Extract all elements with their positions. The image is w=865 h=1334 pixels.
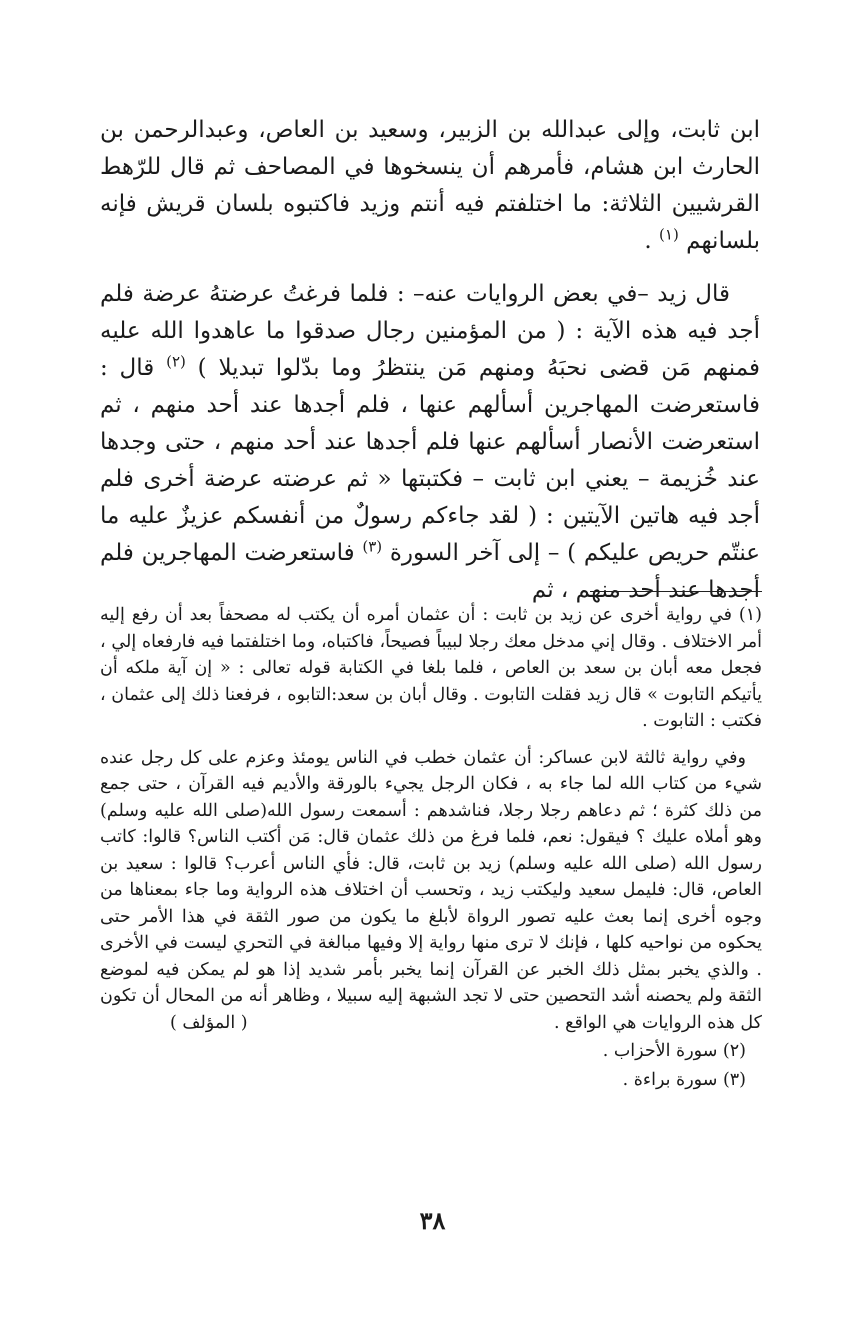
footnote-3: (٣) سورة براءة .	[622, 1069, 746, 1090]
author-signature: ( المؤلف )	[170, 1012, 248, 1033]
footnote-1: (١) في رواية أخرى عن زيد بن ثابت : أن عثمان أمره أن يكتب له مصحفاً بعد أن رفع إليه أمر الاختلاف . وقال إني مدخل معك رجلا لبيباً فصيحاً، فاكتباه، وما اختلفتما فيه فارفعاه إلي ، فجعل معه أبان بن سعد بن العاص ، فلما بلغا في الكتابة قوله تعالى : « إن آية ملكه أن يأتيكم التابوت » قال زيد فقلت التابوت . وقال أبان بن سعد:التابوه ، فرفعنا ذلك إلى عثمان ، فكتب : التابوت .	[100, 605, 762, 731]
paragraph-2-text: قال زيد –في بعض الروايات عنه– : فلما فرغتُ عرضتهُ عرضة فلم أجد فيه هذه الآية : ( من المؤمنين رجال صدقوا ما عاهدوا الله عليه فمنهم مَن قضى نحبَهُ ومنهم مَن ينتظرُ وما بدّلوا تبديلا )	[100, 281, 760, 381]
footnote-ref-3: (٣)	[362, 537, 383, 556]
footnote-1-continued	[100, 745, 762, 1037]
footnote-1-continued-text: وفي رواية ثالثة لابن عساكر: أن عثمان خطب في الناس يومئذ وعزم على كل رجل عنده شيء من كتاب الله لما جاء به ، فكان الرجل يجيء بالورقة والأديم فيه القرآن ، حتى جمع من ذلك كثرة ؛ ثم دعاهم رجلا رجلا، فناشدهم : أسمعت رسول الله(صلى الله عليه وسلم) وهو أملاه عليك ؟ فيقول: نعم، فلما فرغ من ذلك عثمان قال: مَن أكتب الناس؟ قالوا: كاتب رسول الله (صلى الله عليه وسلم) زيد بن ثابت، قال: فأي الناس أعرب؟ قالوا : سعيد بن العاص، قال: فليمل سعيد وليكتب زيد ، وتحسب أن اختلاف هذه الرواية وما جاء بمعناها من وجوه أخرى إنما بعث عليه تصور الرواة لأبلغ ما يكون من صور الثقة في هذا الأمر حتى يحكوه من نواحيه كلها ، فإنك لا ترى منها رواية إلا وفيها مبالغة في التحري ليست في الأخرى . والذي يخبر بمثل ذلك الخبر عن القرآن إنما يخبر بأمر شديد إذا هو لم يمكن فيه لموضع الثقة ولم يحصنه أشد التحصين حتى لا تجد الشبهة إليه سبيلا ، وظاهر أنه من المحال أن تكون كل هذه الروايات هي الواقع .	[100, 747, 762, 1033]
main-text	[100, 112, 760, 609]
paragraph-2	[100, 276, 760, 609]
page-number: ٣٨	[419, 1206, 446, 1235]
footnote-separator	[590, 591, 762, 592]
paragraph-1	[100, 112, 760, 260]
footnote-ref-2: (٢)	[166, 352, 186, 371]
paragraph-2-end: فاستعرضت المهاجرين فلم أجدها عند أحد منهم ، ثم	[100, 540, 760, 603]
paragraph-1-text: ابن ثابت، وإلى عبدالله بن الزبير، وسعيد بن العاص، وعبدالرحمن بن الحارث ابن هشام، فأمرهم أن ينسخوها في المصاحف ثم قال للرّهط القرشيين الثلاثة: ما اختلفتم فيه أنتم وزيد فاكتبوه بلسان قريش فإنه بلسانهم	[100, 117, 760, 254]
footnote-ref-1: (١)	[659, 225, 679, 244]
footnotes	[100, 602, 762, 1093]
footnote-2: (٢) سورة الأحزاب .	[602, 1041, 746, 1061]
paragraph-1-tail: .	[644, 228, 660, 254]
paragraph-2-body: قال : فاستعرضت المهاجرين أسألهم عنها ، فلم أجدها عند أحد منهم ، ثم استعرضت الأنصار أسألهم عنها فلم أجدها عند أحد منهم ، حتى وجدها عند خُزيمة – يعني ابن ثابت – فكتبتها « ثم عرضته عرضة أخرى فلم أجد فيه هاتين الآيتين : ( لقد جاءكم رسولٌ من أنفسكم عزيزٌ عليه ما عنتّم حريص عليكم ) – إلى آخر السورة	[100, 355, 760, 566]
